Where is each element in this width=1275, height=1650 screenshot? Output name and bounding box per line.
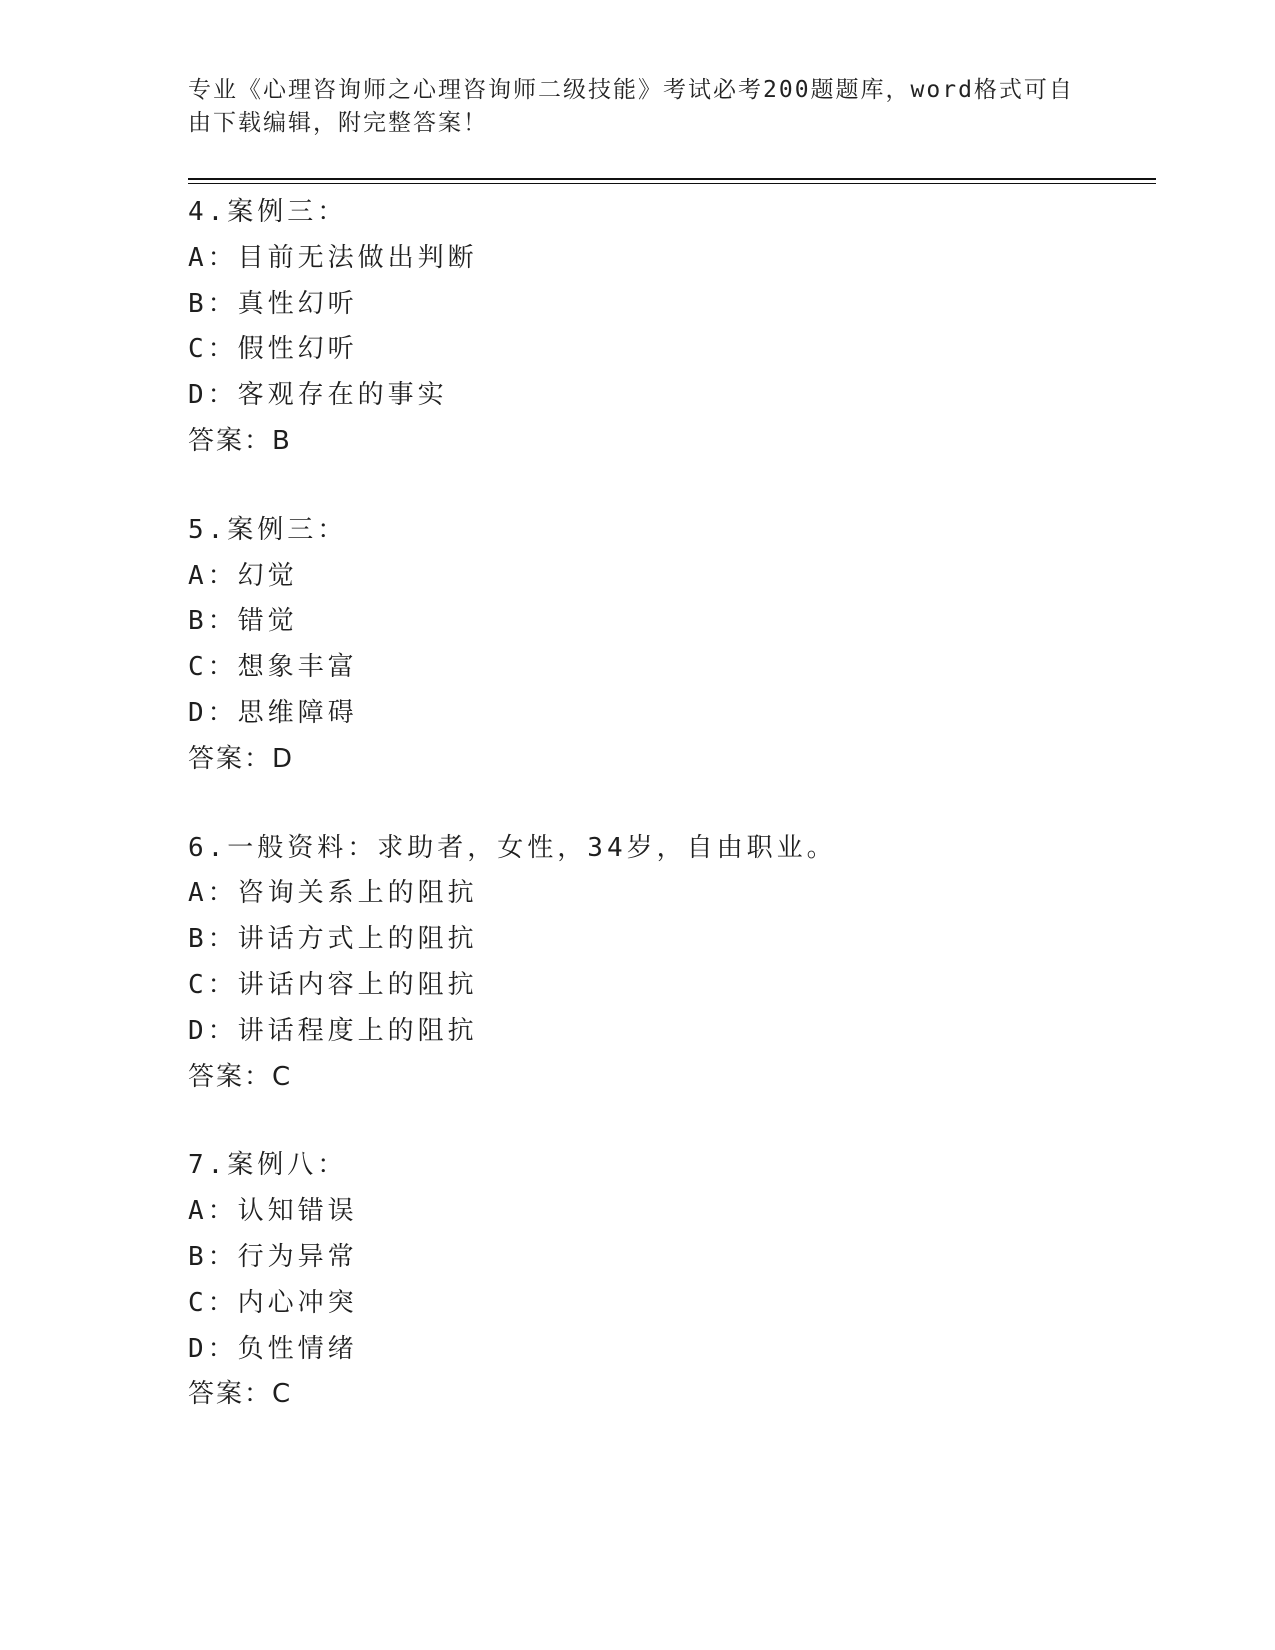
header-divider — [188, 178, 1156, 180]
question-stem: 6.一般资料：求助者，女性，34岁，自由职业。 — [188, 832, 837, 863]
header-divider-thin — [188, 183, 1156, 184]
option-b: B：行为异常 — [188, 1241, 358, 1272]
header-line-2: 由下载编辑，附完整答案！ — [188, 110, 488, 136]
answer-label: 答案：C — [188, 1379, 293, 1410]
question-item — [188, 1143, 1148, 1418]
question-item — [188, 190, 1148, 465]
option-d: D：讲话程度上的阻抗 — [188, 1015, 478, 1046]
option-c: C：内心冲突 — [188, 1287, 358, 1318]
answer-label: 答案：C — [188, 1061, 293, 1092]
option-a: A：幻觉 — [188, 560, 298, 591]
option-c: C：假性幻听 — [188, 334, 358, 365]
question-stem: 7.案例八： — [188, 1150, 348, 1181]
question-item — [188, 826, 1148, 1101]
option-c: C：讲话内容上的阻抗 — [188, 969, 478, 1000]
option-a: A：咨询关系上的阻抗 — [188, 878, 478, 909]
option-b: B：真性幻听 — [188, 288, 358, 319]
question-item — [188, 508, 1148, 783]
question-stem: 5.案例三： — [188, 514, 348, 545]
option-a: A：目前无法做出判断 — [188, 242, 478, 273]
option-b: B：错觉 — [188, 606, 298, 637]
document-header — [188, 74, 1088, 140]
answer-label: 答案：D — [188, 743, 295, 774]
question-stem: 4.案例三： — [188, 197, 348, 227]
option-b: B：讲话方式上的阻抗 — [188, 924, 478, 955]
option-d: D：负性情绪 — [188, 1333, 358, 1364]
question-list — [188, 190, 1148, 1461]
option-d: D：客观存在的事实 — [188, 380, 448, 411]
answer-label: 答案：B — [188, 425, 292, 456]
option-d: D：思维障碍 — [188, 697, 358, 728]
header-line-1: 专业《心理咨询师之心理咨询师二级技能》考试必考200题题库，word格式可自 — [188, 77, 1074, 103]
option-a: A：认知错误 — [188, 1196, 358, 1227]
option-c: C：想象丰富 — [188, 652, 358, 683]
